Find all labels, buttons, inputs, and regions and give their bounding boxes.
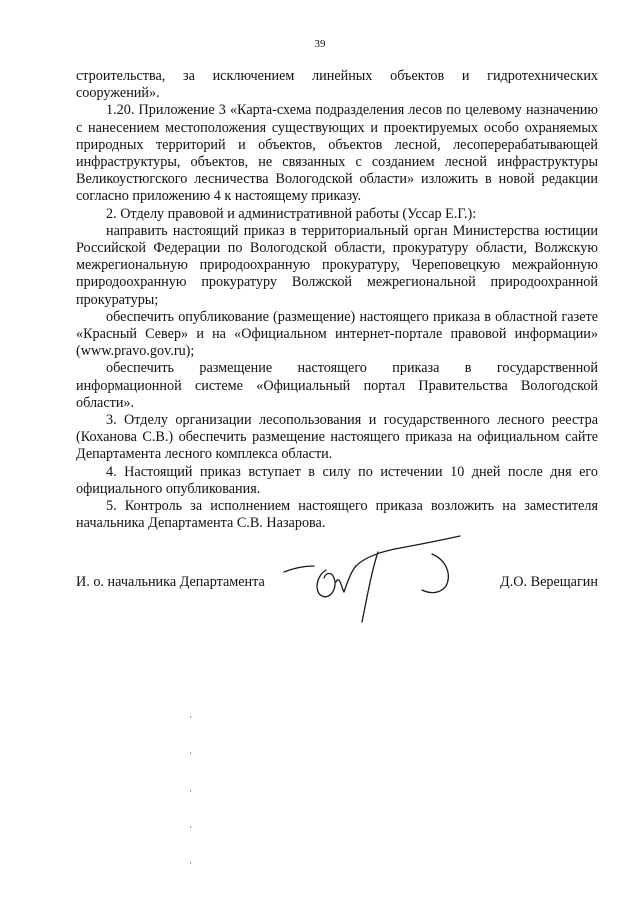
scan-speck (190, 862, 191, 864)
paragraph-3: 3. Отделу организации лесопользования и государственного лесного реестра (Коханова С.В.) обеспечить размещение настоящего приказа на официальном сайте Департамента лесного комплекса области. (76, 412, 598, 463)
paragraph-2: 2. Отделу правовой и административной работы (Уссар Е.Г.): (106, 205, 477, 222)
signer-name: Д.О. Верещагин (500, 574, 598, 590)
signer-position: И. о. начальника Департамента (76, 574, 265, 590)
paragraph-2-send: направить настоящий приказ в территориальный орган Министерства юстиции Российской Федерации по Вологодской области, прокуратуру области, Волжскую межрегиональную природоохранную прокуратуру, Череповецкую межрайонную природоохранную прокуратуру Волжской межрегиональной природоохранной прокуратуры; (76, 222, 598, 308)
paragraph-1-20: 1.20. Приложение 3 «Карта-схема подразделения лесов по целевому назначению с нанесением местоположения существующих и проектируемых особо охраняемых природных территорий и объектов, объектов лесной, лесоперерабатывающей инфраструктуры, объектов, не связанных с созданием лесной инфраструктуры Великоустюгского лесничества Вологодской области» изложить в новой редакции согласно приложению 4 к настоящему приказу. (76, 102, 598, 205)
paragraph-2-place: обеспечить размещение настоящего приказа в государственной информационной системе «Официальный портал Правительства Вологодской области». (76, 360, 598, 411)
paragraph-5: 5. Контроль за исполнением настоящего приказа возложить на заместителя начальника Департамента С.В. Назарова. (76, 498, 598, 532)
scan-speck (190, 752, 191, 754)
page-number: 39 (314, 38, 326, 50)
document-body (76, 68, 598, 532)
paragraph-2-publish: обеспечить опубликование (размещение) настоящего приказа в областной газете «Красный Север» и на «Официальном интернет-портале правовой информации» (www.pravo.gov.ru); (76, 308, 598, 360)
scan-speck (190, 826, 191, 828)
handwritten-signature (282, 530, 472, 630)
scan-speck (190, 790, 191, 792)
paragraph-continuation: строительства, за исключением линейных объектов и гидротехнических сооружений». (76, 68, 598, 102)
paragraph-4: 4. Настоящий приказ вступает в силу по истечении 10 дней после дня его официального опубликования. (76, 463, 598, 497)
scan-speck (190, 716, 191, 718)
